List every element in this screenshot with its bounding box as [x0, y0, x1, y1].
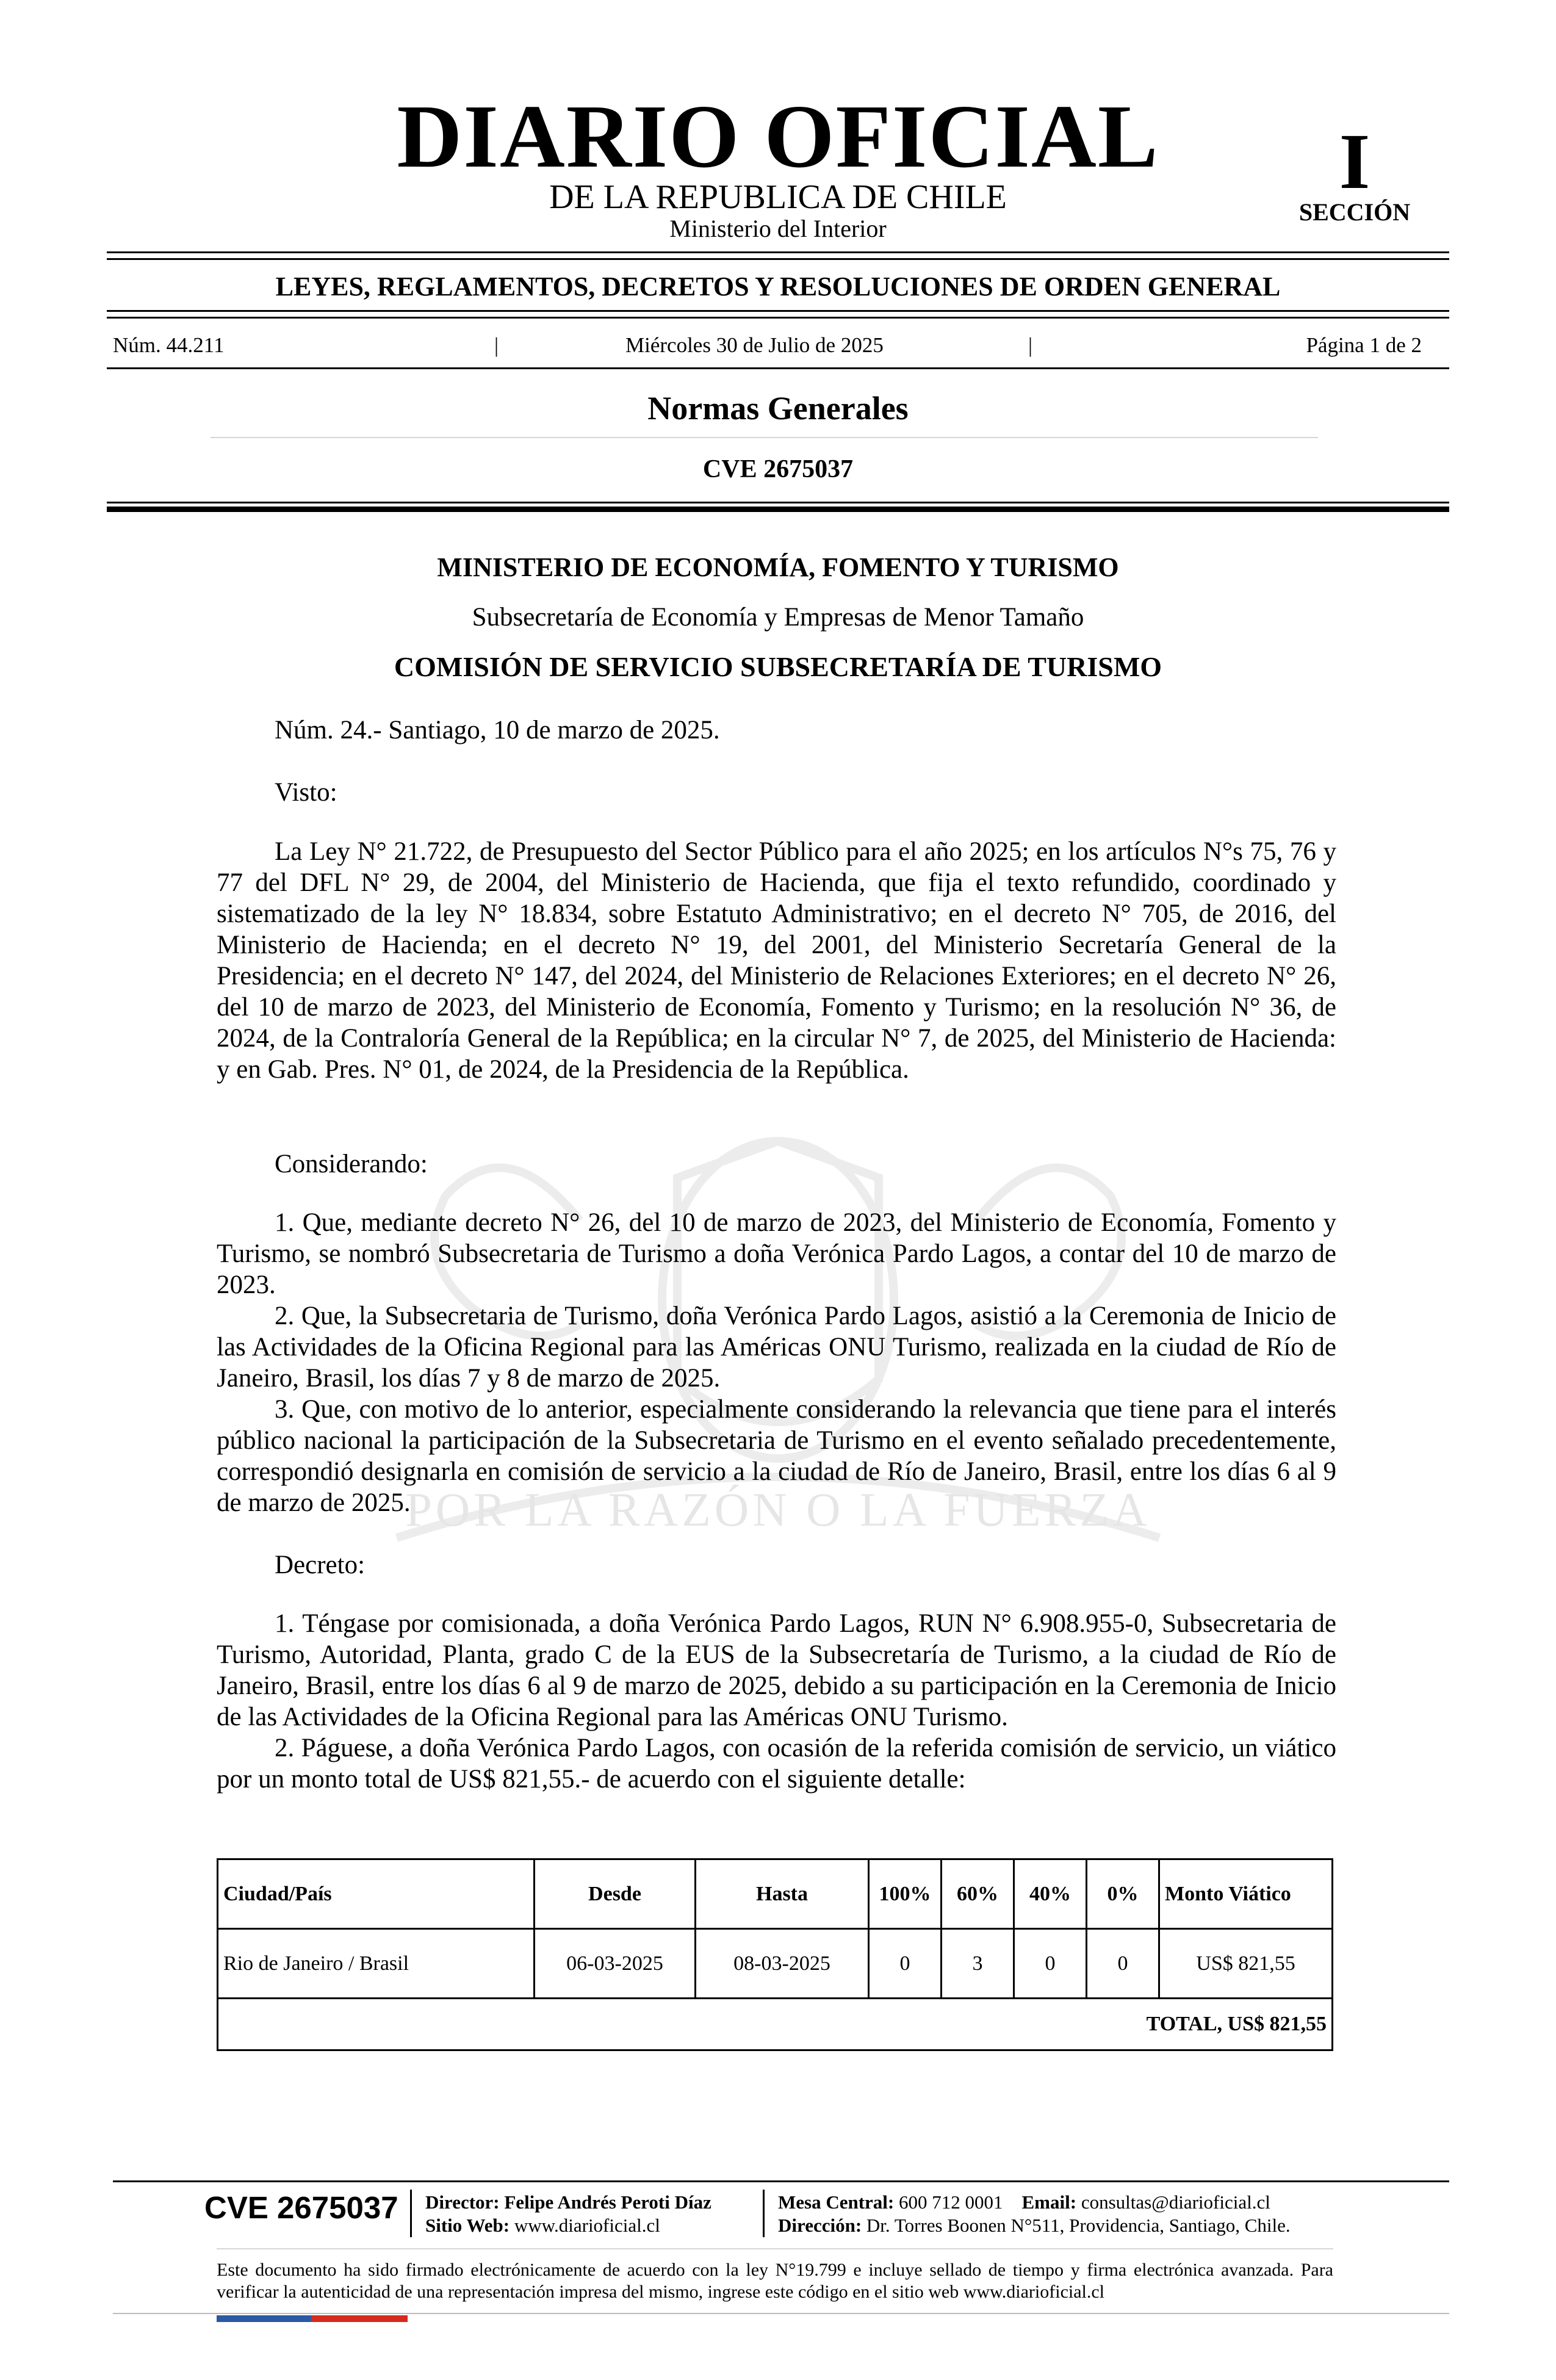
table-total-row: [218, 1999, 1333, 2050]
email-link[interactable]: consultas@diarioficial.cl: [1081, 2191, 1270, 2213]
footer-divider: [763, 2190, 765, 2237]
table-header: 40%: [1014, 1859, 1087, 1929]
issue-date: Miércoles 30 de Julio de 2025: [625, 333, 884, 357]
table-cell: 06-03-2025: [535, 1929, 696, 1999]
table-header: Desde: [535, 1859, 696, 1929]
category-banner: LEYES, REGLAMENTOS, DECRETOS Y RESOLUCIONES DE ORDEN GENERAL: [275, 272, 1281, 301]
cve-rule-thin: [107, 502, 1449, 503]
category-rule-1: [107, 310, 1449, 312]
newspaper-ministry: Ministerio del Interior: [669, 215, 887, 242]
category-rule-2: [107, 317, 1449, 319]
mesa-label: Mesa Central:: [778, 2191, 895, 2213]
email-label: Email:: [1021, 2191, 1077, 2213]
ministry-heading: MINISTERIO DE ECONOMÍA, FOMENTO Y TURISMO: [437, 552, 1119, 582]
footer-director-block: [425, 2191, 711, 2237]
director-name: Felipe Andrés Peroti Díaz: [504, 2191, 711, 2213]
newspaper-subtitle: DE LA REPUBLICA DE CHILE: [549, 178, 1007, 216]
footer-inner-rule: [217, 2248, 1333, 2249]
decree-number: Núm. 24.- Santiago, 10 de marzo de 2025.: [275, 716, 720, 745]
section-heading-rule: [211, 437, 1318, 438]
table-total: TOTAL, US$ 821,55: [218, 1999, 1333, 2050]
table-cell: 0: [1087, 1929, 1159, 1999]
table-header-row: [218, 1859, 1333, 1929]
considerando-paragraph: 3. Que, con motivo de lo anterior, especialmente considerando la relevancia que tiene para el interés público nacional la participación de la Subsecretaria de Turismo en el evento señalado precedentemente, correspondió designarla en comisión de servicio a la ciudad de Río de Janeiro, Brasil, entre los días 6 al 9 de marzo de 2025.: [217, 1395, 1336, 1517]
footer-bottom-rule: [113, 2313, 1449, 2314]
table-cell: 3: [942, 1929, 1014, 1999]
cve-rule-thick: [107, 507, 1449, 512]
viatico-table: [217, 1858, 1333, 2051]
visto-label: Visto:: [275, 778, 337, 807]
info-rule: [107, 367, 1449, 369]
issue-number: Núm. 44.211: [113, 333, 225, 357]
table-header: 60%: [942, 1859, 1014, 1929]
info-separator: |: [494, 333, 499, 357]
table-cell: Rio de Janeiro / Brasil: [218, 1929, 535, 1999]
page-indicator: Página 1 de 2: [1306, 333, 1422, 357]
table-header: Hasta: [696, 1859, 869, 1929]
info-separator: |: [1028, 333, 1033, 357]
table-header: 100%: [869, 1859, 942, 1929]
table-cell: 0: [1014, 1929, 1087, 1999]
section-label: SECCIÓN: [1298, 198, 1411, 226]
considerando-label: Considerando:: [275, 1150, 428, 1178]
address-label: Dirección:: [778, 2215, 862, 2236]
considerando-paragraph: 1. Que, mediante decreto N° 26, del 10 de marzo de 2023, del Ministerio de Economía, Fomento y Turismo, se nombró Subsecretaria de Turismo a doña Verónica Pardo Lagos, a contar del 10 de marzo de 2023.: [217, 1208, 1336, 1299]
address-text: Dr. Torres Boonen N°511, Providencia, Santiago, Chile.: [866, 2215, 1291, 2236]
table-header: Monto Viático: [1159, 1859, 1333, 1929]
table-cell: 0: [869, 1929, 942, 1999]
flag-stripe-blue: [217, 2315, 311, 2322]
director-label: Director:: [425, 2191, 500, 2213]
web-label: Sitio Web:: [425, 2215, 510, 2236]
footer-contact-block: [778, 2191, 1291, 2237]
header-rule-top: [107, 251, 1449, 253]
section-number: I: [1339, 118, 1371, 206]
table-row: [218, 1929, 1333, 1999]
website-link[interactable]: www.diarioficial.cl: [514, 2215, 660, 2236]
flag-stripe-red: [311, 2315, 408, 2322]
decreto-paragraph: 2. Páguese, a doña Verónica Pardo Lagos, con ocasión de la referida comisión de servicio, un viático por un monto total de US$ 821,55.- de acuerdo con el siguiente detalle:: [217, 1734, 1336, 1794]
decreto-section: [217, 1608, 1336, 1795]
document-title: COMISIÓN DE SERVICIO SUBSECRETARÍA DE TURISMO: [394, 651, 1162, 682]
considerando-paragraph: 2. Que, la Subsecretaria de Turismo, doña Verónica Pardo Lagos, asistió a la Ceremonia de Inicio de las Actividades de la Oficina Regional para las Américas ONU Turismo, realizada en la ciudad de Río de Janeiro, Brasil, los días 7 y 8 de marzo de 2025.: [217, 1302, 1336, 1393]
table-header: Ciudad/País: [218, 1859, 535, 1929]
decreto-paragraph: 1. Téngase por comisionada, a doña Verónica Pardo Lagos, RUN N° 6.908.955-0, Subsecretaria de Turismo, Autoridad, Planta, grado C de la EUS de la Subsecretaría de Turismo, a la ciudad de Río de Janeiro, Brasil, entre los días 6 al 9 de marzo de 2025, debido a su participación en la Ceremonia de Inicio de las Actividades de la Oficina Regional para las Américas ONU Turismo.: [217, 1609, 1336, 1731]
visto-paragraph: La Ley N° 21.722, de Presupuesto del Sector Público para el año 2025; en los artículos N°s 75, 76 y 77 del DFL N° 29, de 2004, del Ministerio de Hacienda, que fija el texto refundido, coordinado y sistematizado de la ley N° 18.834, sobre Estatuto Administrativo; en el decreto N° 705, de 2016, del Ministerio de Hacienda; en el decreto N° 19, del 2001, del Ministerio Secretaría General de la Presidencia; en el decreto N° 147, del 2024, del Ministerio de Relaciones Exteriores; en el decreto N° 26, del 10 de marzo de 2023, del Ministerio de Economía, Fomento y Turismo; en la resolución N° 36, de 2024, de la Contraloría General de la República; en la circular N° 7, de 2025, del Ministerio de Hacienda: y en Gab. Pres. N° 01, de 2024, de la Presidencia de la República.: [217, 837, 1336, 1084]
cve-code: CVE 2675037: [702, 455, 854, 483]
subsecretaria-heading: Subsecretaría de Economía y Empresas de Menor Tamaño: [472, 603, 1084, 632]
newspaper-title: DIARIO OFICIAL: [397, 87, 1159, 187]
footer-divider: [410, 2190, 412, 2237]
footer-rule: [113, 2180, 1449, 2182]
motto-watermark-text: POR LA RAZÓN O LA FUERZA: [405, 1483, 1151, 1536]
visto-section: [217, 836, 1336, 1085]
footer-cve-code: CVE 2675037: [204, 2190, 398, 2225]
table-cell: US$ 821,55: [1159, 1929, 1333, 1999]
header-rule-top-2: [107, 258, 1449, 260]
section-heading: Normas Generales: [647, 390, 909, 427]
footer-signature-note: Este documento ha sido firmado electrónicamente de acuerdo con la ley N°19.799 e incluye sellado de tiempo y firma electrónica avanzada. Para verificar la autenticidad de una representación impresa del mismo, ingrese este código en el sitio web www.diarioficial.cl: [217, 2260, 1333, 2302]
decreto-label: Decreto:: [275, 1551, 366, 1579]
table-header: 0%: [1087, 1859, 1159, 1929]
table-cell: 08-03-2025: [696, 1929, 869, 1999]
mesa-phone: 600 712 0001: [899, 2191, 1003, 2213]
considerando-section: [217, 1207, 1336, 1518]
